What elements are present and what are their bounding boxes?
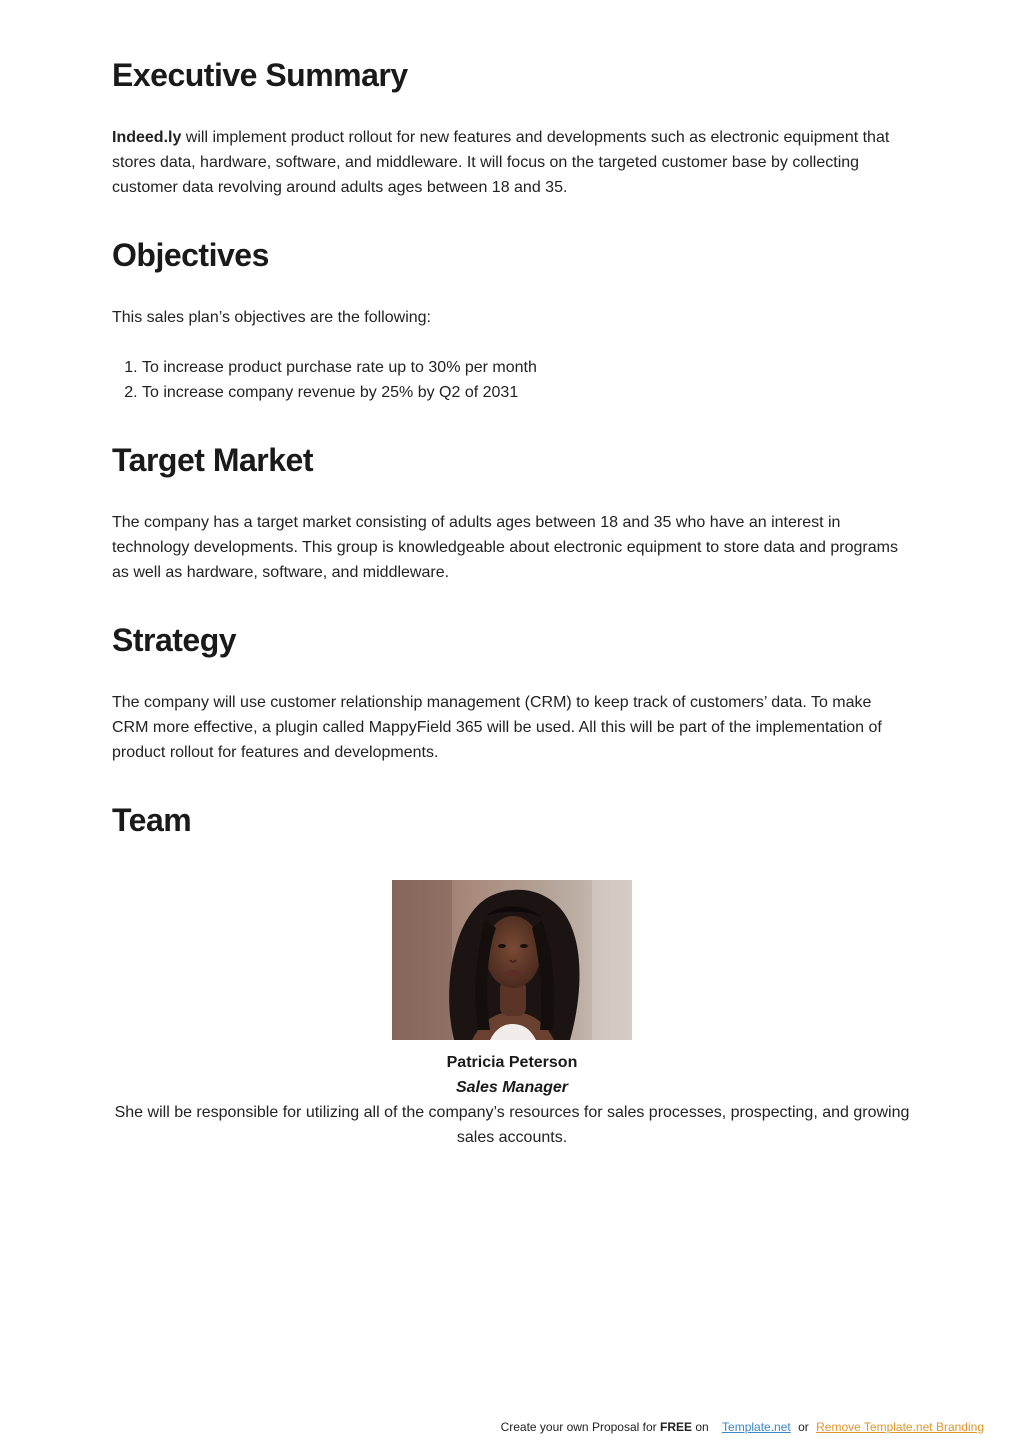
team-member-role: Sales Manager: [455, 1079, 569, 1096]
target-market-text: The company has a target market consisting of adults ages between 18 and 35 who have an interest in technology developments. This group is knowledgeable about electronic equipment to store data and programs as well as hardware, software, and middleware.: [112, 514, 898, 581]
list-item: 2. To increase company revenue by 25% by Q2 of 2031: [142, 380, 537, 405]
team-heading: Team: [112, 802, 192, 838]
footer-prefix: Create your own Proposal for: [500, 1420, 660, 1434]
objectives-heading: Objectives: [112, 237, 269, 273]
executive-summary-body: will implement product rollout for new features and developments such as electronic equipment that stores data, hardware, software, and middleware. It will focus on the targeted customer base by collecting customer data revolving around adults ages between 18 and 35.: [112, 129, 890, 196]
list-item: 1. To increase product purchase rate up to 30% per month: [142, 355, 537, 380]
target-market-heading: Target Market: [112, 442, 313, 478]
team-member-name: Patricia Peterson: [446, 1054, 578, 1071]
remove-branding-link[interactable]: Remove Template.net Branding: [816, 1420, 984, 1434]
team-member-photo: [392, 880, 632, 1040]
executive-summary-heading: Executive Summary: [112, 57, 408, 93]
team-member-card: [112, 880, 912, 1150]
strategy-text: The company will use customer relationship management (CRM) to keep track of customers’ data. To make CRM more effective, a plugin called MappyField 365 will be used. All this will be part of the implementation of product rollout for features and developments.: [112, 694, 882, 761]
brand-name: Indeed.ly: [112, 129, 182, 146]
strategy-heading: Strategy: [112, 622, 237, 658]
footer-on: on: [692, 1420, 709, 1434]
executive-summary-text: [112, 125, 912, 200]
footer-or: or: [798, 1420, 809, 1434]
template-net-link[interactable]: Template.net: [722, 1420, 791, 1434]
footer-free: FREE: [659, 1420, 692, 1434]
footer-branding: [501, 1419, 984, 1435]
objectives-intro: This sales plan’s objectives are the following:: [112, 309, 431, 326]
objectives-list: [112, 355, 537, 405]
team-member-description: She will be responsible for utilizing all of the company’s resources for sales processes, prospecting, and growing sales accounts.: [114, 1104, 910, 1146]
